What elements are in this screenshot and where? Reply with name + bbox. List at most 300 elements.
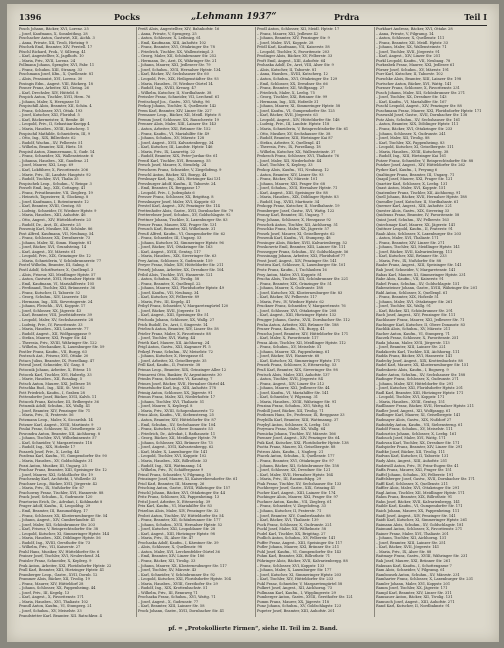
directory-entry: Prieler Franz, Maler, X, Favoritenstr. 88 [138, 331, 211, 336]
directory-entry: – Karl, Bäcker, XVII, Jörgerstr. 141 [376, 545, 440, 550]
directory-entry: – Stefan, Arbeiter, X, Quellenpl. 41 [257, 140, 321, 145]
directory-entry: – Josef, Tischler, XX, Dresdner Str. 143 [376, 95, 447, 100]
directory-entry: – Leopold, Tischler, XVI, Koppstr. 102 [138, 454, 207, 459]
directory-entry: – Josef, Maler, XII, Schönbrunner Str. 203 [19, 522, 95, 527]
directory-entry: Raible Karl, Kaufm., VI, Gumpendorfer Str. 171 [376, 504, 463, 509]
directory-entry: Potuznik Adolf, Schuhm., XX, Wallg. 41 [19, 404, 91, 409]
directory-entry: – Leopold, Priv., XIX, Grinzinger Str. 12 [19, 254, 91, 259]
directory-entry: – Rudolf, Dr., Arzt, IX, Alserstr. 25 [19, 222, 81, 227]
directory-entry: – Johann, Kutscher, XI, Simmeringer Hptstr. 96 [138, 240, 224, 245]
directory-entry: Pupeter Josef, Beamter, XIII, Auhofstr. 201 [257, 609, 335, 613]
directory-entry: Prill Karl, Kaufm., II, Praterstr. 38 [138, 363, 201, 368]
directory-entry: – Josef, Kutscher, XXI, Floridsdorfer Hptstr. 201 [376, 386, 464, 391]
directory-entry: – Josef, Kutscher, XXI, Floridsd. 5 [19, 113, 80, 118]
directory-entry: – Karl, Tischler, XX, Pappenheimg. 83 [376, 140, 445, 145]
directory-entry: Prettenhofer Alois, Gastw., XVII, Dornbacher Str. 79 [138, 208, 234, 213]
directory-entry: Ram Alois, Schneider, V, Pilgramg. 61 [376, 568, 445, 573]
directory-entry: Post Alfred, Kaufmann, VII, Neubaug. 54 [19, 231, 94, 236]
directory-entry: – Maria, Priv., II, Praterstr. 56 [19, 413, 74, 418]
directory-entry: – Josef, Schuhm., XVII, Hernalser Hptstr. 134 [138, 67, 221, 72]
directory-entry: Radakovits Karl, Tischler, XII, Aichhorng. 111 [376, 349, 460, 354]
directory-entry: Ramsauer Anton, Bäcker, XII, Tivolig. 131 [376, 595, 453, 600]
directory-entry: – Leopold, Kutscher, XI, Simmeringer Hptstr. 144 [19, 531, 110, 536]
directory-entry: – Rudolf, Ing., XVIII, Martinstr. 34 [257, 199, 320, 204]
directory-entry: Radspieler Franz, Beamter, XIV, Linzer Str. 291 [376, 445, 463, 450]
directory-entry: Praisler Franz, Schneider, X, Keplerg. 9 [19, 558, 92, 563]
directory-entry: Purr Karl, Kutscher, II, Taborstr. 102 [376, 72, 443, 77]
directory-entry: Prachner Leop., Bäcker, XVII, Jörgerstr. 42 [19, 481, 98, 486]
directory-entry: – Franz, Bäcker, XV, Märzstr. 101 [257, 177, 318, 182]
directory-entry: Purkhart Andreas, Bäcker, XVI, Ottakr. 28 [376, 27, 453, 31]
directory-entry: Rand Karl, Kutscher, II, Nordbahnstr. 91 [376, 604, 450, 609]
directory-entry: Prammer Alois, Bäcker, XII, Tivolig. 19 [19, 577, 90, 582]
directory-entry: Radtke Josef, Bäcker, XII, Tivolig. 111 [376, 449, 446, 454]
directory-entry: – Emil, Schlosser, XX, Dresdner Str. 66 [257, 81, 328, 86]
directory-entry: Protiwa Karl, Schlosser, X, Laxenburger Str. 101 [257, 263, 346, 268]
directory-entry: – Anna, Private, V, Pilgramg. 14 [376, 31, 434, 36]
directory-entry: Probst Anton, Tischler, XV, Hütteldorfer Str. 54 [138, 513, 224, 518]
directory-entry: Pudel Karl, Tischler, XX, Brigittag. 27 [257, 531, 326, 536]
directory-entry: Rabe Alois, Kaufm., VII, Kaiserstr. 91 [376, 277, 444, 282]
directory-entry: Prick Rudolf, Dr., Arzt, I, Singerstr. 14 [138, 322, 208, 327]
directory-entry: – Franz, Schneider, III, Ungarg. 53 [138, 236, 202, 241]
directory-entry: Qualtinger Franz, Beamter, III, Ungarg. 71 [376, 172, 455, 177]
directory-entry: Rainer Franz, Maler, XVI, Thaliastr. 201 [376, 531, 449, 536]
directory-entry: – Josef, Maurer, XXI, Leop. 69 [19, 163, 74, 168]
directory-entry: Pronay Karl, Beamter, III, Ungarg. 7 [257, 213, 324, 218]
directory-entry: Poulai Franz, Schlosser, XI, Geiselbergstr. 23 [19, 427, 102, 432]
directory-entry: – Friedrich, Tischler, XX, Wallensteinpl. 3 [138, 49, 214, 54]
directory-entry: – Ludwig, Priv., III, Landstr. Hptstr. 118 [257, 122, 330, 127]
directory-entry: – Johanna, Hausbes., XII, Gaudenz. 21 [19, 158, 89, 163]
directory-entry: – Rudolf, Beamter, XIII, Hietzinger Kai 87 [257, 136, 333, 141]
directory-entry: – Otto, Musiker, XV, Sechshauser Str. 38 [257, 131, 331, 136]
directory-entry: – Josef, Maler, XVI, Koppstr. 28 [257, 40, 314, 45]
directory-entry: – Georg, Maler, XII, Schönbrunner Str. 252 [138, 54, 217, 59]
directory-entry: – Karl, Maler, XVII, Hernalser Hptstr. 164 [257, 472, 333, 477]
directory-entry: – Franz, Schlosser, XX, Klosterneuburger Str. 54 [19, 513, 108, 518]
directory-entry: – Ferdinand, Tischler, XXI, Brünnerstr. 36 [19, 286, 95, 291]
directory-entry: Rahn Josef, Bäcker, XVII, Kalvarienbergg. 141 [376, 499, 461, 504]
directory-entry: – Josef, Kutscher, XXI, Leopoldauer Str. 28 [138, 527, 216, 532]
directory-entry: Pospischill Alois, Beamter, XII, Schön. 4 [19, 104, 92, 109]
directory-entry: Radlbauer Franz, Bäcker, XVII, Hernalser Hptstr. 211 [376, 404, 475, 409]
directory-entry: Puchner Anton, Kaufm., VII, Zieglerg. 61 [257, 499, 332, 504]
directory-entry: – Emil, Beamter, IX, Berggasse 17 [138, 186, 201, 191]
directory-entry: – Franz, Schneider, V, Ziegelofeng. 33 [257, 504, 326, 509]
directory-entry: Quapil Josef, Maurer, XXI, Prager Str. 121 [376, 177, 453, 182]
directory-entry: Prinzinger Josef, Maurer, XI, Kaiserebersdorfer Str. 61 [138, 477, 238, 482]
directory-entry: – Leopold, Priv., XIX, Heiligenstädter Str. 93 [138, 77, 219, 82]
directory-entry: – Johann, Maurer, XXI, Jedleseer Str. 79 [138, 63, 211, 68]
directory-entry: Prachar Franz, Beamter, XIII, Speisinger Str. 12 [19, 468, 107, 473]
directory-entry: – Karl, Angest., XV, Märzstr. 61 [19, 249, 76, 254]
directory-entry: – Johann, Fleischh., XVI, Koppstr. 17 [19, 304, 86, 309]
directory-entry: Prugger Johann, Gastw., XVII, Dornbacher Str. 112 [257, 318, 350, 322]
directory-entry: – Maria, Hausbes., XVIII, Gersthofer Str. 29 [138, 581, 218, 586]
directory-entry: – Maria, Priv., XVII, Lorenz. 24 [19, 58, 76, 63]
directory-entry: Pumm Franz, Maurer, XX, Jägerstr. 118 [257, 599, 330, 604]
directory-entry: Pospischek Leop., Schuhm., V, Reinpr. 3 [19, 181, 92, 186]
directory-entry: Raffel Johann, Schuhm., XV, Felberstr. 191 [376, 472, 454, 477]
directory-entry: – Theresia, Priv., IX, Porzellang. 18 [257, 145, 321, 150]
directory-entry: Prinz Alois, Kaufm., VII, Siebensterng. 25 [138, 413, 214, 418]
directory-entry: Rada Johann, Maler, XVII, Jörgerstr. 113 [376, 340, 450, 345]
directory-entry: – Johann, Tischler, XII, Aichhorng. 131 [376, 536, 447, 541]
directory-entry: – Wilhelm, Priv., VII, Kaiserstr. 27 [19, 545, 81, 550]
directory-entry: Postrach Ant., Friseur, XVI, Ottakr. 20 [19, 354, 89, 359]
directory-entry: – Leopold, Kutscher, XXI, Floridsdorfer Hptstr. 104 [138, 577, 231, 582]
directory-entry: – Emil, Schuhm., XV, Sechshauser Str. 104 [138, 422, 216, 427]
directory-entry: Pozzi Anton, Musiker, III, Ungarg. 25 [19, 463, 87, 468]
directory-entry: – Ludwig, Priv., IV, Favoritenstr. 33 [19, 322, 83, 327]
directory-entry: Quirchmayr Karl, Maurer, XX, Jägerstr. 141 [376, 222, 456, 227]
directory-entry: – Georg, Tischler, XXI, Brünner Str. 99 [257, 95, 328, 100]
directory-entry: – Maria, Priv., XVIII, Schopenhauerstr. 72 [138, 408, 214, 413]
directory-entry: – Ludwig, Schneider, IV, Wiedner Hptstr. 9 [19, 208, 97, 213]
directory-entry: – Johann, Maler, XI, Simm. Hauptstr. 81 [19, 240, 92, 245]
directory-entry: Prisching Anton, Gastw., XVIII, Währinger Str. 157 [138, 486, 231, 491]
directory-entry: – Johann, Maurer, XI, Simmeringer Hptstr. 58 [257, 104, 341, 109]
directory-entry: – Karl, Kutscher, XXI, Brünner Str. 233 [376, 254, 447, 259]
directory-entry: – Karl, Beamter, VIII, Josefstädterstr. 39 [19, 313, 92, 318]
directory-entry: Pruner Franz, Kaufm., VII, Burgg. 41 [257, 327, 325, 332]
directory-entry: – Maria, Hausbes., XIX, Sieveringer Str. 63 [138, 254, 217, 259]
directory-entry: – Josef, Beamter, XIV, Penzinger Str. 71 [19, 408, 91, 413]
directory-entry: Prodinger Alois, Bäcker, XV, Felberstr. 33 [257, 54, 333, 59]
directory-entry: – Franz, Kutscher, II, Obere Donaustr. 53 [138, 427, 213, 432]
directory-entry: Pollmann Johann, Spengler, XVI, Fabr. 11 [19, 63, 95, 68]
directory-entry: – Leopold, Maler, XV, Sechshauserstr. 28 [19, 318, 94, 322]
directory-entry: – Johann, Maler, X, Laxenburger Str. 177 [257, 568, 332, 573]
directory-entry: Quester Alois, Gastw., XIX, Sievering 33 [376, 208, 450, 213]
directory-entry: Prigl Anton, Gastw., XXI, Kagraner Pl. 5 [138, 345, 211, 350]
directory-entry: – Josef, Schuhm., XVII, Hernalser Hptstr. 71 [257, 186, 338, 191]
directory-entry: Pressburger Adolf, Kaufm., II, Taborstr. 24 [138, 181, 216, 186]
directory-entry: Prachowny Franz, Tischler, XVI, Hasnerstr. 88 [19, 490, 104, 495]
directory-entry: – Karl, Drechsler, XIV, Hütteld. 8 [19, 90, 79, 95]
directory-entry: Poschmann Josef, Kfm., X, Quellenstr. 81 [19, 72, 94, 77]
directory-entry: – Anton, Schuhm., XVI, Ottakringer Str. 129 [257, 77, 338, 82]
directory-entry: Prall Karl, Beamter, XIII, Hietzinger Hptstr. 41 [19, 568, 105, 573]
directory-entry: Presslmayer Josef, Maler, XVI, Koppstr. 63 [138, 199, 216, 204]
directory-entry: – Johann, Tischler, XII, Meidlinger Hptstr. 141 [376, 245, 460, 250]
directory-entry: Rab Josef, Schneider, V, Margaretenstr. 141 [376, 267, 456, 272]
directory-entry: – Wilhelm, Priv., IV, Schäffergasse 9 [138, 468, 204, 473]
directory-entry: – Maria, Priv., IX, Alser Str. 88 [376, 549, 432, 554]
directory-entry: Priebsch Anton, Beamter, XIV, Linzer Str. 58 [138, 327, 219, 332]
directory-entry: Psenner Josef, Angest., XIV, Penzinger Str. 64 [257, 436, 340, 441]
directory-entry: – Wilhelm, Kutscher, XX, Wallensteinstr. 37 [257, 149, 336, 154]
directory-entry: Pumberger Anton, Gastw., XVIII, Gersthofer Str. 121 [257, 595, 353, 600]
directory-entry: – Anton, Maler, XVI, Lerchenfelder Gürtel 36 [138, 549, 220, 554]
directory-entry: Radel Karl, Maurer, XX, Klosterneuburger Str. 151 [376, 363, 469, 368]
directory-entry: – Josef, Kutscher, XX, Klosterneuburger Str. 83 [257, 290, 343, 295]
directory-entry: Rader Anton, Schuhm., XV, Sechshauser Str. 188 [376, 372, 466, 377]
header-rule [19, 25, 487, 26]
directory-entry: Radmayer Alois, Gastw., XIX, Nußdorf 27 [376, 418, 452, 423]
directory-entry: – Maria, Priv., IX, Nußdorfer Str. 67 [19, 486, 85, 491]
directory-entry: Purzner Franz, Schlosser, X, Favoritenstr. 231 [376, 86, 460, 91]
directory-entry: Potesil Josef, Schneider, XV, Gasg. 8 [19, 363, 85, 368]
header-left-word: Pocks [114, 12, 141, 22]
directory-entry: Radl Karl, Beamter, XIII, Hietzinger Hptstr. 171 [376, 390, 464, 395]
directory-entry: – Rudolf, Ing., XVIII, Gersthofer Str. 73 [19, 540, 91, 545]
directory-entry: Ramler Johann, Maler, XVI, Koppstr. 201 [376, 581, 451, 586]
directory-entry: – Josef, Maurer, XXI, Schloßhofer Str. 19 [19, 472, 93, 477]
directory-entry: – Hermann, Ing., XIX, Hofzeile 31 [257, 99, 319, 104]
directory-entry: Raabe Franz, Angest., XIII, Speisinger Str. 141 [376, 263, 462, 268]
directory-entry: – Franz, Kaufm., VI, Mariahilfer Str. 49 [138, 131, 210, 136]
directory-entry: Prutsch Alois, Maler, XIII, Auhofstr. 137 [257, 372, 330, 377]
directory-entry: Pott Friedrich, Kaufm., I, Graben 28 [19, 390, 85, 395]
directory-entry: Prucha Alois, Tischler, XII, Schönbrunner Str. 221 [257, 277, 349, 282]
directory-entry: Raab Alois, Schlosser, X, Laxenburger Str. 203 [376, 231, 462, 236]
directory-entry: Priol Karl, Beamter, III, Marxerg. 26 [138, 481, 205, 486]
directory-entry: – Hermann, Dr., Arzt, IX, Währinger Str. 21 [138, 58, 217, 63]
directory-entry: Raitmayr Franz, Gastw., XVIII, Währinger Str. 231 [376, 554, 468, 559]
directory-entry: Putzker Josef, Angest., XIV, Hütteldorfer Str. 262 [376, 163, 466, 168]
directory-entry: Pottendorfer Josef, Bäcker, XVII, Kalvb. 11 [19, 395, 97, 400]
directory-entry: – Karl, Kutscher, XI, Simmeringer Hptstr. 171 [257, 358, 341, 363]
directory-entry: Radolf Franz, Schuhm., XV, Meiselstr. 111 [376, 427, 453, 432]
directory-entry: Puhm Karl, Beamter, XIX, Billrothstr. 71 [257, 554, 331, 559]
directory-entry: – Franz, Beamter, XVI, Ottakringer Str. 78 [138, 45, 215, 50]
directory-entry: Pritzl Josef, Arbeiter, X, Ettenreichg. 39 [138, 499, 211, 504]
directory-entry: Preiß Alois, Angestellter, XIV, Bahnhofstr. 16 [138, 27, 220, 31]
directory-entry: – Josef, Kutscher, XI, Simmeringer Hptstr. 203 [257, 572, 342, 577]
directory-entry: – Rudolf, Ing., XIX, Hofzeile 17 [19, 445, 76, 450]
directory-entry: – Anna, Hausbes., XVIII, Kutscherg. 12 [257, 72, 328, 77]
directory-entry: – Anton, Maler, XVI, Thaliastr. 171 [376, 236, 439, 241]
directory-entry: Pritz Franz, Schlosser, XX, Pappenheimg. 13 [138, 495, 220, 500]
directory-entry: Raffa Franz, Maurer, XXI, Prager Str. 151 [376, 468, 452, 473]
directory-entry: Promberger Josef, Gastw., XVI, Wattg. 122 [257, 208, 335, 213]
directory-entry: Pstross Alois, Kaufm., I, Naglerg. 21 [257, 449, 324, 454]
directory-entry: – Maria, Hausbes., XIII, Lainzerstr. 77 [19, 327, 89, 332]
directory-entry: Psik Karl, Kutscher, XXI, Floridsdorfer Hptstr. 138 [257, 440, 349, 445]
directory-entry: Pusch Johann, Maler, XII, Schönbrunner Str. 271 [376, 90, 465, 95]
directory-entry: – Josef, Tischler, XVI, Wattg. 44 [138, 336, 196, 341]
directory-entry: Postler Franz, Kaufm., VII, Burgg. 63 [19, 349, 87, 354]
directory-entry: – Johann, Schlosser, XX, Pappenheimg. 44 [19, 586, 96, 591]
directory-entry: Prokop Alois, Kaufm., VII, Neubaug. 12 [257, 167, 329, 172]
directory-entry: Pöschek Emil, Beamter, XIV, Ferstell. 17 [19, 45, 93, 50]
directory-entry: Puhl Josef, Kaufm., VI, Gumpendorfer Str. 143 [257, 549, 342, 554]
directory-entry: – Rudolf, Ing., XIII, Hietzinger Kai 161 [376, 154, 447, 159]
directory-entry: – Karl, Bäckermeister, II, Rembr. 40 [19, 117, 85, 122]
directory-entry: Possenig Karl, Musiker, XII, Schönbr. 86 [19, 227, 93, 232]
directory-entry: Radovan Karl, Tischler, XX, Dresdner Str. 171 [376, 440, 460, 445]
directory-entry: Quint Josef, Schuhm., XV, Felberstr. 163 [376, 217, 449, 222]
directory-entry: Rachinger Karl, Kutscher, II, Obere Donaustr. 83 [376, 322, 466, 327]
directory-entry: Rak Josef, Maurer, XXI, Brünner Str. 261 [376, 558, 451, 563]
directory-entry: – Theresia, Priv., XVIII, Währinger Str. 122 [19, 340, 97, 345]
directory-entry: Przywara Franz, Maler, XX, Wallg. 64 [257, 427, 326, 432]
directory-entry: Prop Johann, Schlosser, X, Herzgasse 92 [257, 217, 331, 222]
directory-entry: Prezelj Johann, Arbeiter, XX, Dresdner Str. 104 [138, 267, 224, 272]
header-part-label: Teil I [464, 12, 487, 22]
directory-entry: – Josef, Beamter, XIII, Lainzer Str. 251 [376, 540, 446, 545]
directory-entry: – Marie, Priv., III, Landstr. Hauptstr. 92 [19, 172, 91, 177]
directory-entry: Radler Josef, Angest., XII, Wolfgangg. 61 [376, 408, 451, 413]
directory-entry: – Josef, Beamter, XIV, Cumberlandstr. 88 [257, 513, 331, 518]
directory-entry: – Maria, Priv., III, Rasumofskyg. 29 [257, 477, 322, 482]
directory-entry: Prosek Josef, Maurer, XI, Geiselbergstr. 62 [257, 231, 335, 236]
directory-entry: Pulkert Josef, Angest., XII, Aichhorng. 73 [257, 586, 333, 591]
directory-entry: Prak Anton, Arbeiter, XXI, Floridsdorfer Hptstr. 22 [19, 563, 112, 568]
directory-entry: – Franz, Beamter, XII, Wolfgangg. 27 [257, 86, 325, 91]
directory-entry: Prentl Karl, Tischler, XVI, Brunneng. 55 [138, 158, 211, 163]
directory-entry: Prossinagg Johann, Arbeiter, XXI, Floridsdorf 77 [257, 254, 346, 259]
directory-entry: – Maria, Schneiderin, V, Schönbrunnerstr. 77 [19, 258, 102, 263]
directory-entry: – Johann, Maler, XVI, Ottakringer Str. 261 [376, 299, 453, 304]
header-right-word: Prdra [334, 12, 360, 22]
directory-entry: – Josef, Schlosser, XX, Jägerstr. 43 [19, 308, 82, 313]
directory-entry: – Rudolf, Beamter, XIX, Peter-Jordan-Str. 61 [138, 154, 218, 159]
directory-entry: Raidl Josef, Angest., XIV, Penzinger Str. 141 [376, 513, 456, 518]
directory-entry: – Karl, Beamter, XIII, Lainzer Str. 58 [138, 604, 205, 609]
directory-entry: Ptacek Anton, Schuhm., X, Quellenstr. 177 [257, 454, 335, 459]
directory-entry: – Anna, Private, XII, Tivoli, Hietzing 9 [19, 40, 88, 45]
entry-column-3 [257, 27, 373, 617]
directory-entry: – Wilhelm, Mechaniker, X, Laxenburger Str. 59 [19, 345, 105, 350]
directory-entry: – Johann, Kutscher, II, Praterstr. 71 [257, 508, 322, 513]
directory-entry: Posingis Edm., Angest. VIII, Bäckerg. 18 [19, 81, 93, 86]
directory-entry: – Josef, Bäcker, XVI, Grundsteing. 14 [19, 245, 87, 250]
directory-entry: – Hermann, Ing., XIX, Sieveringerstr. 24 [19, 299, 93, 304]
directory-entry: – Maria, Priv., IX, Nußdorfer Str. 88 [376, 258, 442, 263]
directory-entry: – Josef, Tischler, XVII, Jörgerstr. 91 [376, 49, 440, 54]
directory-entry: – Josef, Maurer, X, Keplerpl. 8 [138, 404, 193, 409]
directory-entry: Pullmann Karl, Kaufm., I, Wipplingerstr. 29 [257, 590, 336, 595]
directory-entry: – Karl, Angestellter, X, Jagdhofs. 10 [19, 54, 84, 59]
directory-entry: – Anton, Beamter, XIV, Linzer Str. 93 [257, 172, 324, 177]
directory-entry: – Josef, Kaufm., VII, Neubaug. 34 [138, 290, 199, 295]
directory-entry: Praetorius Erich, Dr., Advokat, I, Kohlmarkt 8 [19, 499, 103, 504]
directory-entry: Prager Adolf, Kaufm., II, Leopoldsg. 29 [19, 504, 91, 509]
directory-entry: Przibill Josef, Bäcker, XII, Tivolig. 71 [257, 408, 324, 413]
directory-entry: – Franz, Schlosser, XVI, Koppstr. 133 [257, 563, 325, 568]
header-title: „Lehmann 1937“ [191, 12, 277, 22]
directory-entry: – Emil, Kaufmann, XIII, Auhofstr. 102 [138, 40, 207, 45]
directory-entry: Radosztics Johann, Schlosser, X, Leebg. 161 [376, 431, 457, 436]
directory-entry: Raich Johann, Maurer, XX, Pappenheimg. 111 [376, 508, 460, 513]
directory-entry: Prieth Karl, Maurer, XII, Aichhorng. 24 [138, 340, 210, 345]
directory-entry: – Karl, Bäcker, XVII, Jörgerstr. 63 [257, 113, 318, 118]
directory-entry: Prix Karl, Kaufm., VI, Mariahilfer Str. 83 [138, 504, 212, 509]
directory-entry: Prey Anton, Schlosser, X, Gudrunstr. 159 [138, 258, 213, 263]
directory-entry: – Josef, Schuhm., XV, Meiselstr. 33 [19, 609, 82, 613]
directory-entry: – Maria, Hausbes., XIX, Döblinger Hptstr. 83 [257, 195, 339, 200]
directory-entry: Quast Anton, Maler, XVI, Koppstr. 151 [376, 186, 446, 191]
directory-entry: – Josef, Kaufmann, I, Rotenturmstr. 12 [19, 199, 89, 204]
directory-entry: Prem Karl, Beamter, XIV, Linzer Str. 227 [138, 108, 212, 113]
directory-entry: Prandstetter Karl, Beamter, XII, Ratschkyg. 4 [19, 613, 102, 617]
directory-entry: – Josef, Beamter, XIII, Lainzer Str. 221 [376, 345, 446, 350]
directory-entry: – Anton, Schlosser, X, Leibnizg. 61 [138, 36, 201, 41]
directory-entry: Radda Franz, Bäcker, XVI, Hasnerstr. 141 [376, 354, 453, 359]
footer-note: pf. = „Protokollierte Firmen“, siehe II. Teil im 2. Band. [168, 626, 338, 632]
directory-entry: – Johann, Schlosser, XXI, Brünner Str. 73 [138, 440, 213, 445]
directory-entry: – Josef, Angest., X, Gudrunstr. 77 [138, 599, 199, 604]
directory-entry: Radenkovic Alois, Kaufm., I, Bognerg. 9 [376, 368, 449, 373]
directory-entry: Ragl Anton, Tischler, XII, Meidlinger Hptstr. 171 [376, 490, 465, 495]
directory-entry: Raffl Karl, Schlosser, X, Quellenstr. 211 [376, 481, 449, 486]
directory-entry: Proskowetz Emil, Beamter, XIII, Lainzer Str. 111 [257, 245, 346, 250]
directory-entry: Raimann Alois, Schuhm., XV, Goldschlagstr. 181 [376, 522, 464, 527]
directory-entry: – Anna, Private, V, Spengerg. 25 [138, 31, 197, 36]
directory-entry: Pruha Anton, Arbeiter, XXI, Brünner Str. 188 [257, 322, 339, 327]
directory-entry: Potucek Franz, Kutscher, III, Erdbergstr. 36 [19, 399, 99, 404]
directory-entry: Primbs Franz, Schneider, VI, Kaunitzg. 7 [138, 377, 213, 382]
directory-entry: – Franz, Beamter, XIX, Hofzeile 51 [376, 295, 439, 300]
directory-entry: – Maria, Hausbes., XIX, Döblinger Hptstr. 56 [19, 536, 101, 541]
directory-entry: – Leopold, Kutscher, XI, Geiselbergstr. 111 [376, 145, 454, 150]
directory-entry: – Johann, Beamter, XIV, Penzinger Str. 9 [257, 36, 330, 41]
directory-entry: – Wilhelm, Beamter, XIII, Hietz. 18 [19, 145, 83, 150]
directory-entry: – Maria, Hausbes., XV, Goldschlagstr. 31 [19, 458, 93, 463]
directory-entry: – Maria, Hausbes., XVIII, Kutscherg. 1 [19, 127, 90, 132]
directory-entry: Purkl Leopold, Kaufm., VII, Neubaug. 78 [376, 58, 451, 63]
directory-entry: – Franz, Angest., XIV, Linzer Str. 212 [257, 381, 325, 386]
directory-entry: Prochaska Adolf, Kaufm., I, Kärntner Str. 39 [138, 540, 219, 545]
directory-entry: Pürner Josef, Schuhm., XV, Märzstr. 191 [376, 67, 450, 72]
directory-entry: Przybyl Anton, Schlosser, X, Leebg. 103 [257, 422, 330, 427]
directory-entry: Posner Franz, Arbeiter, XII, Gieing. 26 [19, 86, 89, 91]
directory-entry: – Karl, Tischler, X, Keplerg. 33 [257, 163, 313, 168]
directory-entry: – Rudolf, Ing., XIX, Krottenbachstr. 51 [138, 586, 208, 591]
directory-entry: – Franz, Beamter, XII, Meidl. Hptstr. 33 [376, 40, 449, 45]
directory-entry: Protz Franz, Kaufm., I, Tuchlauben 16 [257, 267, 327, 272]
entry-column-2 [138, 27, 254, 617]
directory-entry: Prandl Anton, Kaufm., VI, Stumperg. 21 [19, 604, 92, 609]
directory-entry: Pruzina Franz, Schuhm., XVI, Wattg. 84 [257, 404, 330, 409]
directory-entry: Quell Johann, Bäcker, XVII, Hernalser Hptstr. 188 [376, 195, 467, 200]
directory-entry: – Alois, Friseur, XII, Meidlinger Hptstr. 57 [19, 272, 96, 277]
directory-entry: Prusa Alois, Tischler, XII, Meidlinger Hptstr. 112 [257, 340, 346, 345]
directory-entry: Psotta Franz, Maurer, XI, Geiselbergstr. 88 [257, 445, 336, 450]
directory-entry: Pozarek Josef, Priv., X, Leebg. 44 [19, 449, 79, 454]
directory-entry: Posselt Emil, Ing., XIX, Cottageg. 41 [19, 186, 86, 191]
directory-entry: – Marie, Hausbes., XII, Rosaliag. 5 [19, 377, 83, 382]
directory-entry: Pretterebner Josef, Schuhm., XV, Goldschlagstr. 92 [138, 213, 231, 218]
directory-entry: – Franz, Beamter, XIV, Linzer Str. 271 [376, 240, 445, 245]
directory-entry: Preuer Franz, Maurer, XXI, Prager Str. 131 [138, 222, 217, 227]
directory-entry: Raffler Alois, Maler, XVI, Ottakringer Str. 291 [376, 486, 460, 491]
directory-entry: Primes Josef, Bäcker, XVII, Hernalser Gürtel 44 [138, 381, 225, 386]
directory-entry: Radnitzky Anton, Kaufm., VII, Siebensterng. 61 [376, 422, 463, 427]
directory-entry: Pruscha Josef, Beamter, XIV, Hütteldorfer Str. 171 [257, 331, 349, 336]
directory-entry: Radlinger Karl, Maurer, XI, Geiselbergstr. 141 [376, 413, 461, 418]
directory-entry: – Wilhelm, Priv., III, Rennweg 71 [138, 590, 198, 595]
directory-entry: – Franz, Beamter, XVI, Ottakringer Str. 97 [257, 458, 334, 463]
directory-entry: – Karl, Schneider, V, Margaretenstr. 118 [19, 440, 93, 445]
directory-entry: – Josef, Tischler, XX, Wallg. 91 [376, 304, 431, 309]
directory-entry: – Franz, Privatbeamter, VII, Zieglerg. 19 [19, 190, 93, 195]
directory-entry: Proschko Franz, Maler, XX, Jägerstr. 57 [257, 227, 330, 232]
directory-entry: – Rudolf, Wachm., XV, Felberstr. 51 [19, 140, 83, 145]
directory-entry: Radouch Josef, Maler, XVI, Wattg. 171 [376, 436, 446, 441]
directory-entry: – Karl, Angest., XIII, Hietzinger Hptstr. 98 [138, 531, 215, 536]
directory-entry: Raimund Anton, Schlosser, X, Favoritenstr. 271 [376, 527, 463, 532]
directory-entry: – Josef, Bäcker, XVII, Jörgerstr. 18 [138, 308, 200, 313]
directory-entry: – Franz, Schlosser, XVI, Ottak. 193 [19, 108, 83, 113]
directory-entry: Posch Johann, Bäcker, XVI, Lorenz. 25 [19, 27, 89, 31]
directory-entry: Prachensky Karl, Architekt, I, Wollzeile 33 [19, 477, 97, 482]
column-divider [136, 27, 137, 617]
directory-entry: – Karl, Kutscher, XV, Felberstr. 89 [138, 295, 200, 300]
